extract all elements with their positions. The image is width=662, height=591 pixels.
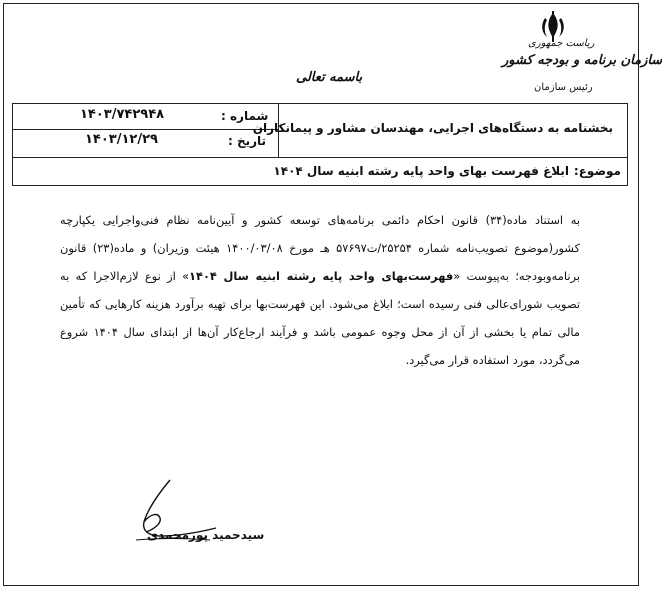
number-value: ۱۴۰۳/۷۴۲۹۴۸	[80, 107, 165, 122]
body-text-bold: فهرست‌بهای واحد پایه رشته ابنیه سال ۱۴۰۴	[189, 269, 454, 283]
org-line-head: رئیس سازمان	[534, 82, 593, 93]
body-paragraph	[60, 206, 580, 374]
body-text-part2: » از نوع لازم‌الاجرا که به تصویب شورای‌عالی فنی رسیده است؛ ابلاغ می‌شود. این فهرست‌بها برای تهیه برآورد هزینه کارهایی که تأمین مالی تمام یا بخشی از آن از محل وجوه عمومی باشد و فرآیند ارجاع‌کار آن‌ها از ابتدای سال ۱۴۰۴ شروع می‌گردد، مورد استفاده قرار می‌گیرد.	[60, 269, 580, 367]
letter-body	[60, 206, 580, 374]
basmala: باسمه تعالی	[296, 70, 363, 85]
subject-value: ابلاغ فهرست بهای واحد پایه رشته ابنیه سال ۱۴۰۴	[273, 164, 569, 178]
date-value: ۱۴۰۳/۱۲/۲۹	[85, 132, 158, 147]
date-label: تاریخ :	[228, 134, 267, 148]
divider	[13, 157, 627, 158]
body-text-part1: به استناد ماده(۳۴) قانون احکام دائمی برنامه‌های توسعه کشور و آیین‌نامه نظام فنی‌واجرایی یکپارچه کشور(موضوع تصویب‌نامه شماره ۲۵۲۵۴/ت۵۷۶۹۷ هـ مورخ ۱۴۰۰/۰۳/۰۸ هیئت وزیران) و ماده(۲۳) قانون برنامه‌وبودجه؛ به‌پیوست «	[60, 213, 581, 283]
signer-name: سیدحمید پورمحمدی	[147, 528, 265, 542]
org-line-presidency: ریاست جمهوری	[528, 38, 595, 49]
recipients: بخشنامه به دستگاه‌های اجرایی، مهندسان مشاور و پیمانکاران	[252, 121, 613, 135]
number-label: شماره :	[221, 109, 269, 123]
divider	[13, 129, 278, 130]
org-line-organization: سازمان برنامه و بودجه کشور	[502, 53, 662, 68]
subject-label: موضوع:	[573, 164, 621, 178]
letter-header-table	[12, 103, 628, 186]
